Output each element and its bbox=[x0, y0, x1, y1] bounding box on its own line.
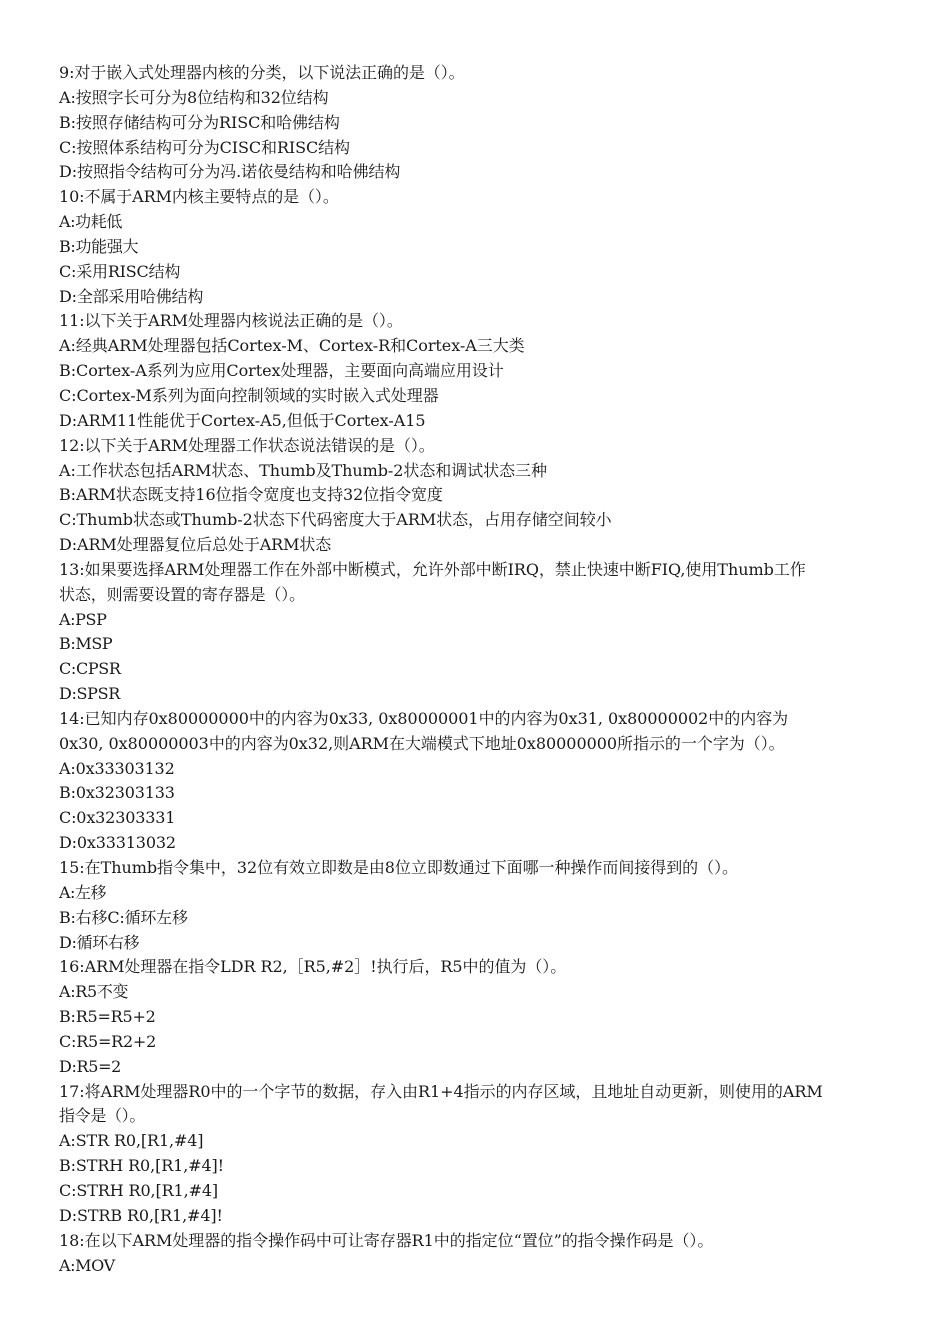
q13-option-d: D:SPSR bbox=[59, 684, 120, 704]
q13-option-a: A:PSP bbox=[59, 609, 107, 629]
question-10: 10:不属于ARM内核主要特点的是（）。 bbox=[59, 187, 339, 207]
q9-option-d: D:按照指令结构可分为冯.诺依曼结构和哈佛结构 bbox=[59, 162, 401, 182]
q14-option-d: D:0x33313032 bbox=[59, 833, 176, 853]
question-12: 12:以下关于ARM处理器工作状态说法错误的是（）。 bbox=[59, 435, 435, 455]
document-page bbox=[59, 61, 899, 1278]
q11-option-c: C:Cortex-M系列为面向控制领域的实时嵌入式处理器 bbox=[59, 385, 439, 405]
question-11: 11:以下关于ARM处理器内核说法正确的是（）。 bbox=[59, 311, 403, 331]
question-16: 16:ARM处理器在指令LDR R2,［R5,#2］!执行后，R5中的值为（）。 bbox=[59, 957, 567, 977]
q13-option-c: C:CPSR bbox=[59, 659, 121, 679]
q12-option-c: C:Thumb状态或Thumb-2状态下代码密度大于ARM状态，占用存储空间较小 bbox=[59, 510, 612, 530]
q11-option-d: D:ARM11性能优于Cortex-A5,但低于Cortex-A15 bbox=[59, 410, 426, 430]
q9-option-c: C:按照体系结构可分为CISC和RISC结构 bbox=[59, 137, 350, 157]
q11-option-b: B:Cortex-A系列为应用Cortex处理器，主要面向高端应用设计 bbox=[59, 361, 504, 381]
question-14-line-2: 0x30, 0x80000003中的内容为0x32,则ARM在大端模式下地址0x80000000所指示的一个字为（）。 bbox=[59, 733, 785, 753]
q14-option-c: C:0x32303331 bbox=[59, 808, 176, 828]
question-17-line-2: 指令是（）。 bbox=[59, 1106, 146, 1126]
question-13-line-1: 13:如果要选择ARM处理器工作在外部中断模式，允许外部中断IRQ，禁止快速中断FIQ,使用Thumb工作 bbox=[59, 559, 806, 579]
q16-option-d: D:R5=2 bbox=[59, 1056, 122, 1076]
q14-option-b: B:0x32303133 bbox=[59, 783, 175, 803]
q11-option-a: A:经典ARM处理器包括Cortex-M、Cortex-R和Cortex-A三大类 bbox=[59, 336, 525, 356]
q10-option-b: B:功能强大 bbox=[59, 236, 139, 256]
q16-option-c: C:R5=R2+2 bbox=[59, 1031, 157, 1051]
q10-option-c: C:采用RISC结构 bbox=[59, 261, 181, 281]
q10-option-a: A:功耗低 bbox=[59, 212, 122, 232]
q15-option-a: A:左移 bbox=[59, 882, 106, 902]
q12-option-b: B:ARM状态既支持16位指令宽度也支持32位指令宽度 bbox=[59, 485, 443, 505]
question-9: 9:对于嵌入式处理器内核的分类，以下说法正确的是（）。 bbox=[59, 63, 465, 82]
q12-option-a: A:工作状态包括ARM状态、Thumb及Thumb-2状态和调试状态三种 bbox=[59, 460, 547, 480]
question-13-line-2: 状态，则需要设置的寄存器是（）。 bbox=[59, 584, 306, 604]
question-17-line-1: 17:将ARM处理器R0中的一个字节的数据，存入由R1+4指示的内存区域，且地址自动更新，则使用的ARM bbox=[59, 1081, 823, 1101]
q18-option-a: A:MOV bbox=[59, 1255, 115, 1275]
q12-option-d: D:ARM处理器复位后总处于ARM状态 bbox=[59, 535, 332, 555]
q10-option-d: D:全部采用哈佛结构 bbox=[59, 286, 204, 306]
q17-option-d: D:STRB R0,[R1,#4]! bbox=[59, 1205, 223, 1225]
q9-option-a: A:按照字长可分为8位结构和32位结构 bbox=[59, 87, 329, 107]
q14-option-a: A:0x33303132 bbox=[59, 758, 175, 778]
question-14-line-1: 14:已知内存0x80000000中的内容为0x33, 0x80000001中的内容为0x31, 0x80000002中的内容为 bbox=[59, 708, 789, 728]
question-15: 15:在Thumb指令集中，32位有效立即数是由8位立即数通过下面哪一种操作而间接得到的（）。 bbox=[59, 858, 738, 877]
q15-option-d: D:循环右移 bbox=[59, 932, 140, 952]
q16-option-a: A:R5不变 bbox=[59, 982, 129, 1002]
q17-option-c: C:STRH R0,[R1,#4] bbox=[59, 1180, 219, 1200]
q9-option-b: B:按照存储结构可分为RISC和哈佛结构 bbox=[59, 112, 340, 132]
question-18: 18:在以下ARM处理器的指令操作码中可让寄存器R1中的指定位“置位”的指令操作码是（）。 bbox=[59, 1230, 714, 1250]
q15-option-b-c: B:右移C:循环左移 bbox=[59, 907, 188, 927]
q17-option-b: B:STRH R0,[R1,#4]! bbox=[59, 1156, 224, 1176]
q13-option-b: B:MSP bbox=[59, 634, 113, 654]
q16-option-b: B:R5=R5+2 bbox=[59, 1007, 156, 1027]
q17-option-a: A:STR R0,[R1,#4] bbox=[59, 1131, 204, 1151]
